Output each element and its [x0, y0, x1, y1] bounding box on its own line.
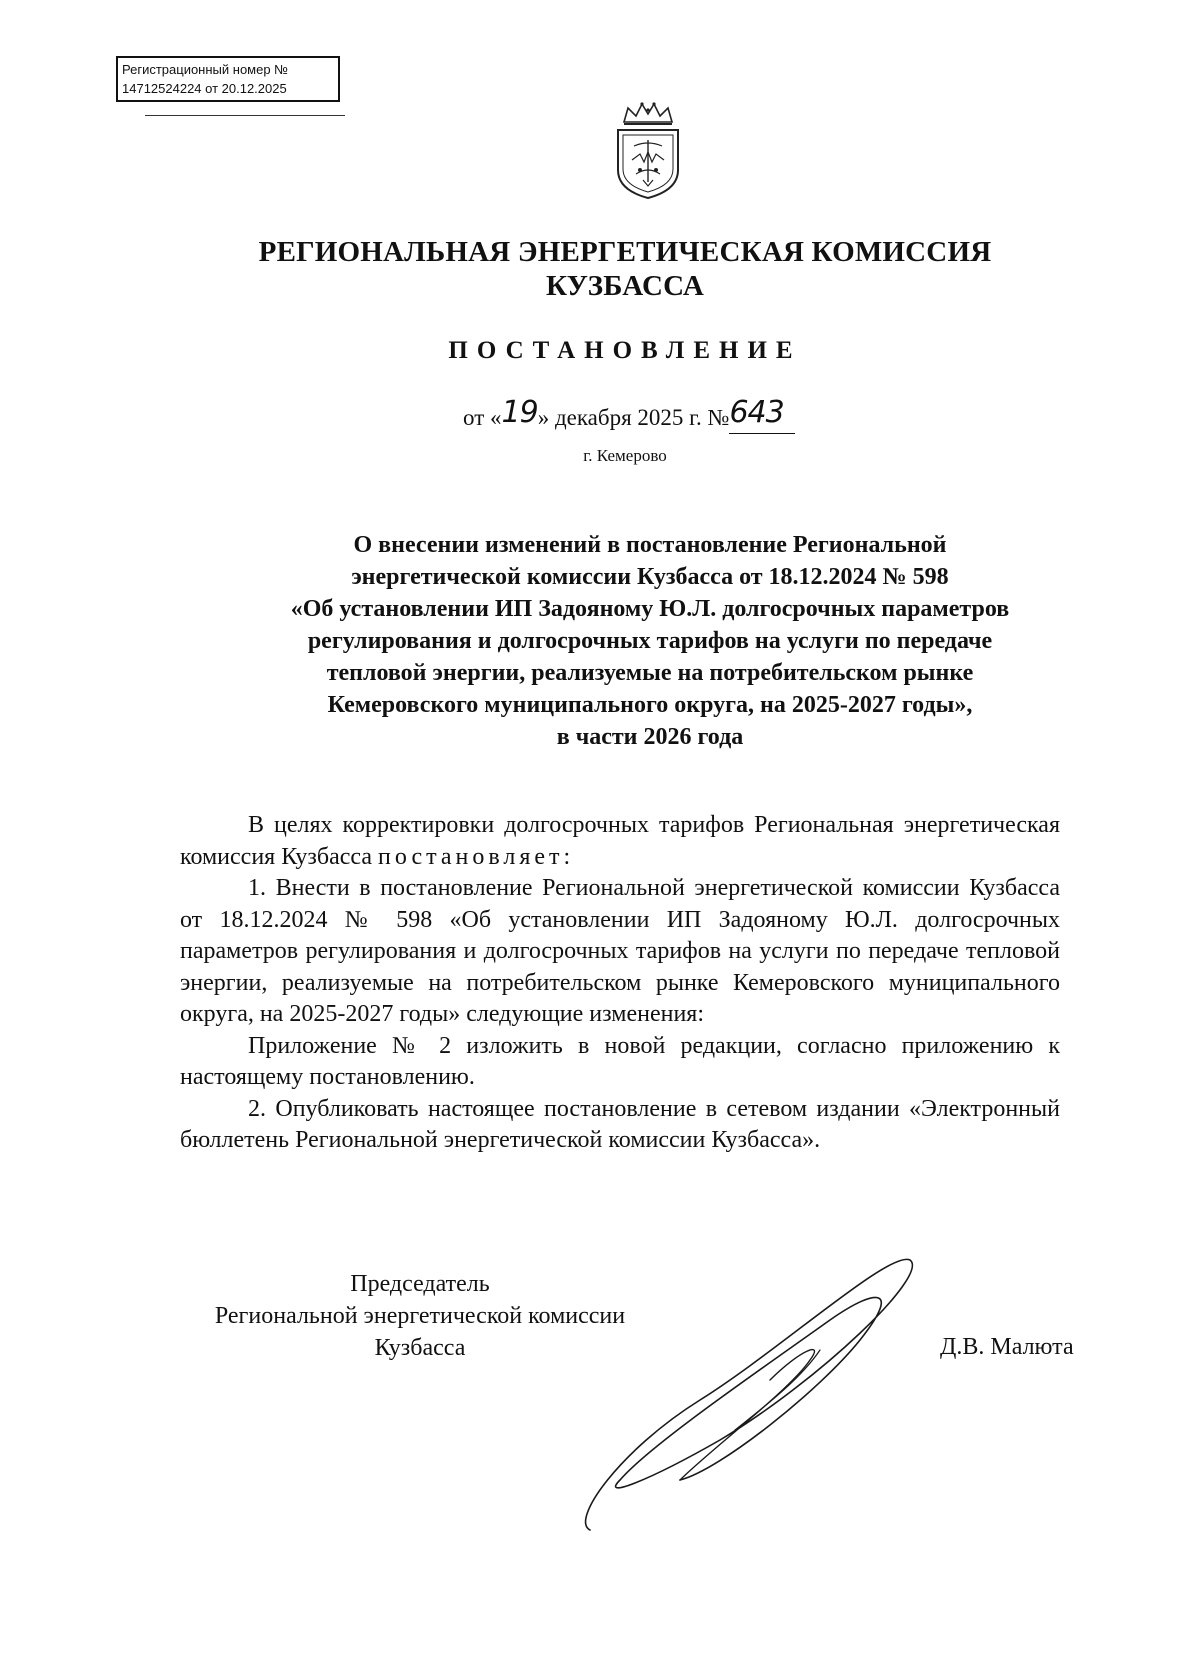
- subject-line: энергетической комиссии Кузбасса от 18.12.2024 № 598: [351, 564, 949, 590]
- preamble-colon: :: [563, 843, 571, 870]
- preamble-decree-word: постановляет: [378, 843, 564, 870]
- body-paragraph-item-2: 2. Опубликовать настоящее постановление в сетевом издании «Электронный бюллетень Региональной энергетической комиссии Кузбасса».: [180, 1095, 1060, 1153]
- city-line: г. Кемерово: [583, 446, 667, 465]
- document-number-handwritten: 643: [729, 395, 784, 430]
- subject-line: тепловой энергии, реализуемые на потребительском рынке: [326, 660, 974, 686]
- signer-name: Д.В. Малюта: [940, 1334, 1074, 1360]
- signer-title-line3: Кузбасса: [374, 1335, 466, 1361]
- document-type: ПОСТАНОВЛЕНИЕ: [448, 337, 802, 364]
- preamble-text: В целях корректировки долгосрочных тарифов Региональная энергетическая комиссия Кузбасса: [180, 812, 1060, 870]
- subject-line: в части 2026 года: [556, 724, 744, 750]
- registration-underline: [145, 115, 345, 116]
- document-subject: [240, 529, 1060, 753]
- subject-line: «Об установлении ИП Задояному Ю.Л. долгосрочных параметров: [290, 596, 1010, 622]
- kuzbass-coat-of-arms-icon: [610, 100, 686, 200]
- body-paragraph-appendix: Приложение № 2 изложить в новой редакции, согласно приложению к настоящему постановлению.: [180, 1032, 1060, 1090]
- registration-stamp: [116, 56, 340, 102]
- subject-line: Кемеровского муниципального округа, на 2025-2027 годы»,: [327, 692, 973, 718]
- date-month-year: » декабря 2025 г. №: [537, 405, 730, 430]
- body-paragraph-item-1: 1. Внести в постановление Региональной энергетической комиссии Кузбасса от 18.12.2024 № 598 «Об установлении ИП Задояному Ю.Л. долгосрочных параметров регулирования и долгосрочных тарифов на услуги по передаче тепловой энергии, реализуемые на потребительском рынке Кемеровского муниципального округа, на 2025-2027 годы» следующие изменения:: [180, 875, 1060, 1027]
- document-body: [180, 810, 1060, 1157]
- document-date-line: [463, 395, 795, 434]
- signer-title-line2: Региональной энергетической комиссии: [214, 1303, 626, 1329]
- date-day-handwritten: 19: [501, 395, 538, 430]
- subject-line: регулирования и долгосрочных тарифов на услуги по передаче: [307, 628, 993, 654]
- organization-title-line2: КУЗБАССА: [546, 270, 704, 302]
- date-prefix: от «: [463, 405, 502, 430]
- signer-title-line1: Председатель: [350, 1271, 490, 1297]
- organization-title: [0, 235, 1200, 303]
- body-paragraph-preamble: [180, 810, 1060, 873]
- organization-title-line1: РЕГИОНАЛЬНАЯ ЭНЕРГЕТИЧЕСКАЯ КОМИССИЯ: [258, 236, 992, 268]
- subject-line: О внесении изменений в постановление Региональной: [353, 532, 947, 558]
- registration-number-label: Регистрационный номер №: [122, 62, 289, 77]
- registration-number-value: 14712524224 от 20.12.2025: [122, 81, 287, 96]
- handwritten-signature: [560, 1230, 940, 1540]
